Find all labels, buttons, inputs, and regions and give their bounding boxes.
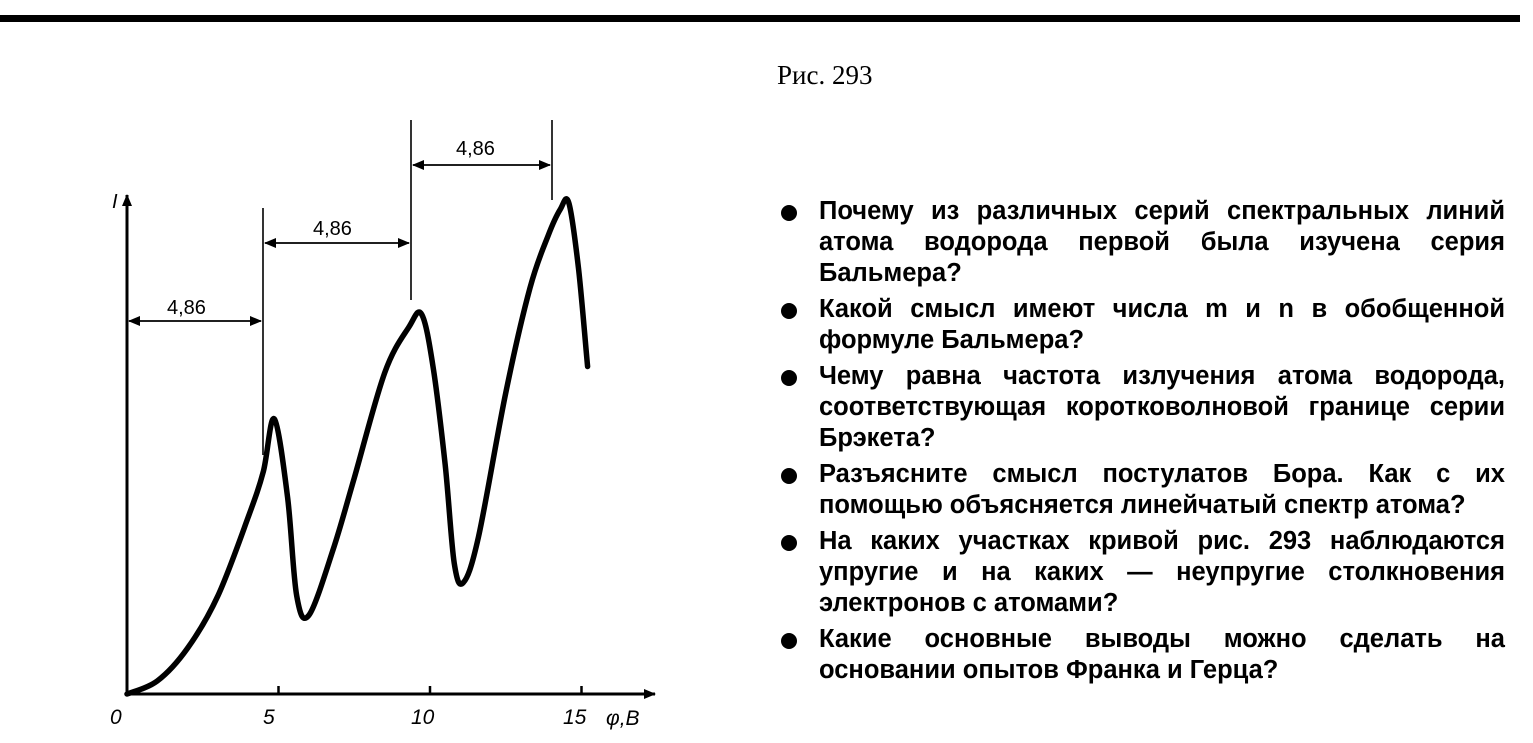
question-list (775, 196, 1505, 691)
question-text: Какие основные выводы можно сделать на основании опытов Франка и Герца? (819, 625, 1505, 684)
y-axis-label: I (112, 191, 118, 213)
x-tick-label-0: 0 (110, 706, 122, 729)
question-item (775, 624, 1505, 686)
x-tick-label-10: 10 (411, 706, 435, 729)
bullet-icon (781, 370, 797, 386)
question-text: Какой смысл имеют числа m и n в обобщенной формуле Бальмера? (819, 295, 1505, 354)
question-item (775, 459, 1505, 521)
question-item (775, 526, 1505, 619)
spacing-label-2: 4,86 (313, 218, 352, 240)
bullet-icon (781, 633, 797, 649)
bullet-icon (781, 468, 797, 484)
x-axis-label: φ,B (606, 707, 640, 730)
question-item (775, 361, 1505, 454)
current-voltage-curve (127, 199, 588, 694)
franck-hertz-chart (0, 0, 760, 743)
question-text: Разъясните смысл постулатов Бора. Как с их помощью объясняется линейчатый спектр атома? (819, 460, 1505, 519)
bullet-icon (781, 303, 797, 319)
bullet-icon (781, 535, 797, 551)
question-item (775, 196, 1505, 289)
spacing-label-1: 4,86 (167, 297, 206, 319)
question-text: Чему равна частота излучения атома водорода, соответствующая коротковолновой границе серии Брэкета? (819, 362, 1505, 452)
bullet-icon (781, 205, 797, 221)
x-tick-label-15: 15 (563, 706, 587, 729)
x-tick-label-5: 5 (263, 706, 275, 729)
figure-caption: Рис. 293 (777, 60, 873, 90)
spacing-label-3: 4,86 (456, 138, 495, 160)
question-text: Почему из различных серий спектральных линий атома водорода первой была изучена серия Бальмера? (819, 197, 1505, 287)
question-item (775, 294, 1505, 356)
question-text: На каких участках кривой рис. 293 наблюдаются упругие и на каких — неупругие столкновения электронов с атомами? (819, 527, 1505, 617)
